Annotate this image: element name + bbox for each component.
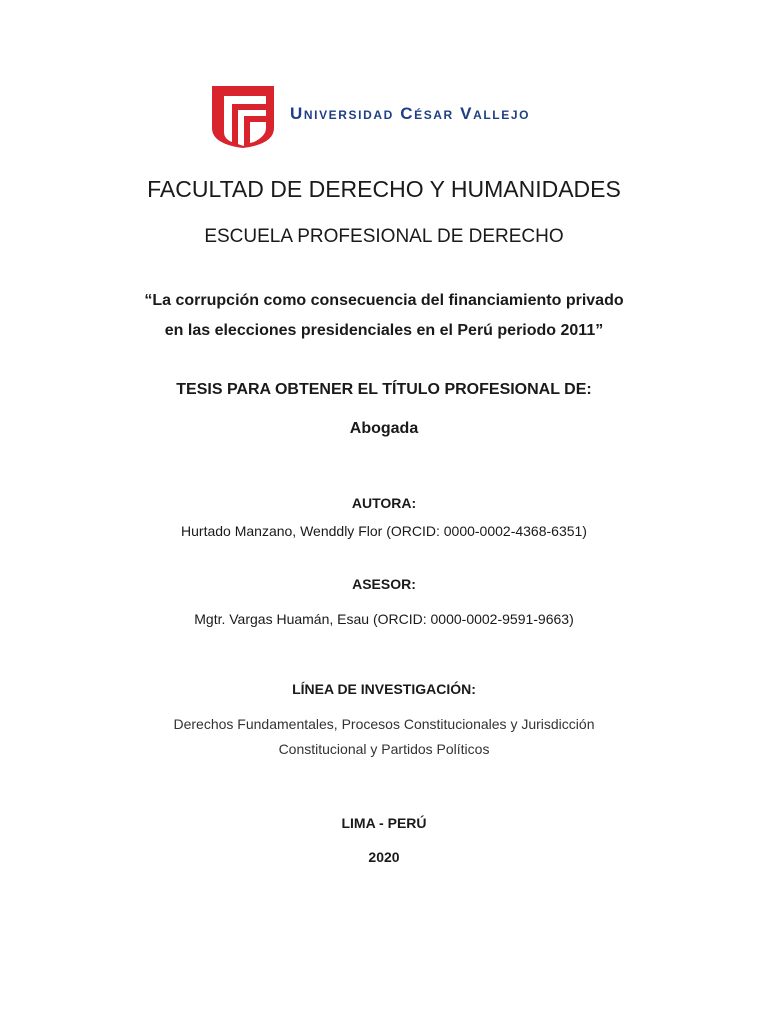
university-logo-icon (210, 84, 276, 150)
advisor-label: ASESOR: (352, 576, 416, 592)
university-name: Universidad César Vallejo (290, 104, 531, 123)
school-heading: ESCUELA PROFESIONAL DE DERECHO (204, 226, 564, 247)
advisor-name: Mgtr. Vargas Huamán, Esau (ORCID: 0000-0002-9591-9663) (194, 611, 574, 627)
research-line-text-2: Constitucional y Partidos Políticos (278, 741, 490, 757)
year: 2020 (368, 849, 400, 865)
thesis-title-line-1: “La corrupción como consecuencia del financiamiento privado (144, 292, 624, 309)
author-label: AUTORA: (351, 495, 417, 511)
place: LIMA - PERÚ (341, 815, 427, 831)
thesis-title-line-2: en las elecciones presidenciales en el Perú periodo 2011” (164, 322, 604, 339)
faculty-heading: FACULTAD DE DERECHO Y HUMANIDADES (147, 176, 621, 202)
degree-title: Abogada (349, 420, 419, 437)
university-header (210, 84, 590, 150)
research-line-label: LÍNEA DE INVESTIGACIÓN: (292, 681, 476, 697)
author-name: Hurtado Manzano, Wenddly Flor (ORCID: 0000-0002-4368-6351) (181, 523, 587, 539)
thesis-purpose: TESIS PARA OBTENER EL TÍTULO PROFESIONAL DE: (176, 381, 592, 398)
research-line-text-1: Derechos Fundamentales, Procesos Constitucionales y Jurisdicción (173, 716, 595, 732)
